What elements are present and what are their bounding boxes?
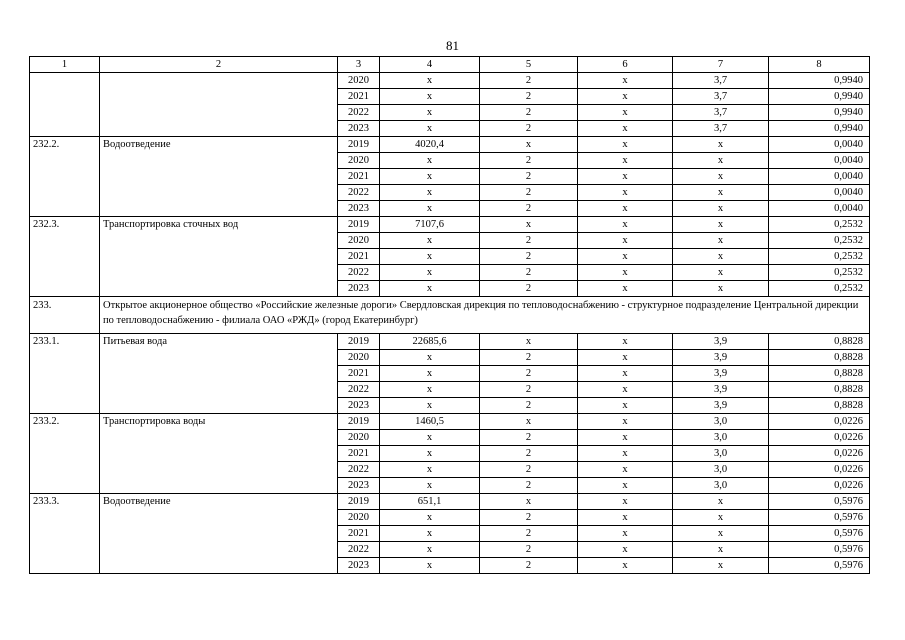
row-name-cell — [100, 153, 338, 169]
data-cell: x — [673, 494, 769, 510]
row-id-cell — [30, 169, 100, 185]
data-cell: 0,0226 — [769, 478, 870, 494]
data-cell: x — [380, 446, 480, 462]
data-cell: x — [380, 510, 480, 526]
row-id-cell: 233.1. — [30, 334, 100, 350]
data-cell: 2021 — [338, 446, 380, 462]
data-cell: 2 — [480, 233, 578, 249]
data-cell: 2022 — [338, 105, 380, 121]
row-id-cell: 232.3. — [30, 217, 100, 233]
row-name-cell: Транспортировка воды — [100, 414, 338, 430]
data-cell: 3,9 — [673, 334, 769, 350]
data-cell: 0,0226 — [769, 430, 870, 446]
data-cell: 0,0040 — [769, 185, 870, 201]
row-id-cell — [30, 510, 100, 526]
data-cell: x — [380, 542, 480, 558]
data-cell: x — [380, 169, 480, 185]
table-row — [30, 249, 870, 265]
data-cell: 2 — [480, 350, 578, 366]
row-id-cell — [30, 446, 100, 462]
data-cell: x — [380, 201, 480, 217]
table-row — [30, 366, 870, 382]
row-id-cell — [30, 398, 100, 414]
row-id-cell — [30, 478, 100, 494]
table-row — [30, 494, 870, 510]
row-name-cell — [100, 185, 338, 201]
data-cell: 3,0 — [673, 478, 769, 494]
row-name-cell — [100, 398, 338, 414]
data-cell: x — [578, 414, 673, 430]
row-id-cell: 233.2. — [30, 414, 100, 430]
data-cell: 3,0 — [673, 430, 769, 446]
data-cell: 0,0226 — [769, 462, 870, 478]
row-name-cell — [100, 281, 338, 297]
data-cell: 2 — [480, 398, 578, 414]
data-cell: 2019 — [338, 137, 380, 153]
data-cell: x — [578, 217, 673, 233]
row-name-cell — [100, 201, 338, 217]
data-cell: 2021 — [338, 169, 380, 185]
data-cell: x — [578, 137, 673, 153]
table-row — [30, 398, 870, 414]
data-cell: 3,7 — [673, 105, 769, 121]
data-cell: 2 — [480, 366, 578, 382]
table-row — [30, 73, 870, 89]
data-cell: 2 — [480, 249, 578, 265]
data-cell: 651,1 — [380, 494, 480, 510]
data-cell: x — [673, 249, 769, 265]
data-cell: 2020 — [338, 73, 380, 89]
data-cell: 0,0040 — [769, 153, 870, 169]
table-row — [30, 414, 870, 430]
data-cell: 3,9 — [673, 382, 769, 398]
data-cell: 0,2532 — [769, 281, 870, 297]
data-cell: x — [480, 217, 578, 233]
data-cell: x — [380, 430, 480, 446]
row-id-cell — [30, 558, 100, 574]
row-id-cell: 233.3. — [30, 494, 100, 510]
organization-name: Открытое акционерное общество «Российские железные дороги» Свердловская дирекция по тепловодоснабжению - структурное подразделение Центральной дирекции по тепловодоснабжению - филиала ОАО «РЖД» (город Екатеринбург) — [100, 297, 870, 334]
data-cell: 0,8828 — [769, 398, 870, 414]
column-header: 2 — [100, 57, 338, 73]
data-cell: 0,8828 — [769, 350, 870, 366]
data-cell: 3,7 — [673, 73, 769, 89]
row-id-cell — [30, 121, 100, 137]
row-name-cell — [100, 462, 338, 478]
data-cell: x — [673, 510, 769, 526]
row-id-cell — [30, 249, 100, 265]
column-header-row — [30, 57, 870, 73]
data-cell: x — [578, 430, 673, 446]
data-cell: 0,0040 — [769, 201, 870, 217]
data-cell: x — [578, 334, 673, 350]
table-row — [30, 105, 870, 121]
organization-id: 233. — [30, 297, 100, 334]
data-cell: x — [380, 281, 480, 297]
data-cell: x — [578, 153, 673, 169]
data-cell: x — [380, 233, 480, 249]
row-id-cell — [30, 526, 100, 542]
page-number: 81 — [446, 38, 459, 53]
data-cell: 2 — [480, 542, 578, 558]
data-cell: 0,8828 — [769, 382, 870, 398]
row-id-cell — [30, 185, 100, 201]
row-id-cell — [30, 201, 100, 217]
data-cell: x — [380, 526, 480, 542]
data-cell: 0,0226 — [769, 446, 870, 462]
data-cell: 2 — [480, 446, 578, 462]
data-cell: 0,5976 — [769, 542, 870, 558]
table-row — [30, 281, 870, 297]
data-cell: 0,2532 — [769, 217, 870, 233]
data-cell: 2 — [480, 510, 578, 526]
data-cell: 3,0 — [673, 446, 769, 462]
table-row — [30, 201, 870, 217]
table-row — [30, 510, 870, 526]
data-cell: 0,9940 — [769, 89, 870, 105]
table-row — [30, 446, 870, 462]
data-cell: x — [380, 73, 480, 89]
row-name-cell — [100, 446, 338, 462]
data-cell: 0,0040 — [769, 137, 870, 153]
data-cell: x — [578, 281, 673, 297]
row-name-cell: Питьевая вода — [100, 334, 338, 350]
data-cell: 0,2532 — [769, 265, 870, 281]
table-row — [30, 169, 870, 185]
data-cell: 2020 — [338, 350, 380, 366]
table-body — [30, 57, 870, 574]
data-cell: x — [578, 73, 673, 89]
data-cell: 0,0040 — [769, 169, 870, 185]
row-name-cell — [100, 526, 338, 542]
row-id-cell — [30, 430, 100, 446]
data-cell: 2 — [480, 265, 578, 281]
row-id-cell: 232.2. — [30, 137, 100, 153]
data-cell: x — [673, 542, 769, 558]
data-cell: x — [578, 89, 673, 105]
row-name-cell: Транспортировка сточных вод — [100, 217, 338, 233]
data-cell: 2023 — [338, 121, 380, 137]
data-cell: 2 — [480, 558, 578, 574]
data-cell: x — [480, 137, 578, 153]
data-cell: 0,5976 — [769, 558, 870, 574]
table-row — [30, 462, 870, 478]
data-cell: x — [480, 494, 578, 510]
data-cell: x — [380, 478, 480, 494]
data-cell: x — [380, 121, 480, 137]
row-id-cell — [30, 105, 100, 121]
data-cell: 2 — [480, 281, 578, 297]
column-header: 4 — [380, 57, 480, 73]
data-cell: 2021 — [338, 366, 380, 382]
data-cell: 2022 — [338, 265, 380, 281]
data-cell: x — [578, 185, 673, 201]
data-cell: 2021 — [338, 89, 380, 105]
row-id-cell — [30, 350, 100, 366]
column-header: 8 — [769, 57, 870, 73]
row-name-cell — [100, 366, 338, 382]
column-header: 1 — [30, 57, 100, 73]
row-id-cell — [30, 542, 100, 558]
data-cell: x — [380, 153, 480, 169]
data-cell: 2023 — [338, 478, 380, 494]
data-cell: x — [673, 281, 769, 297]
data-cell: x — [578, 478, 673, 494]
data-cell: x — [578, 510, 673, 526]
data-cell: 2 — [480, 89, 578, 105]
data-cell: 0,5976 — [769, 510, 870, 526]
table-row — [30, 233, 870, 249]
data-cell: x — [578, 382, 673, 398]
data-cell: 0,2532 — [769, 249, 870, 265]
row-id-cell — [30, 366, 100, 382]
data-cell: x — [578, 446, 673, 462]
table-row — [30, 121, 870, 137]
data-cell: x — [673, 201, 769, 217]
organization-row — [30, 297, 870, 334]
data-cell: x — [380, 265, 480, 281]
data-cell: 0,2532 — [769, 233, 870, 249]
row-name-cell — [100, 121, 338, 137]
data-cell: 2019 — [338, 217, 380, 233]
data-cell: x — [578, 542, 673, 558]
data-cell: 2019 — [338, 414, 380, 430]
table-row — [30, 153, 870, 169]
table-row — [30, 350, 870, 366]
table-row — [30, 478, 870, 494]
data-cell: 0,9940 — [769, 73, 870, 89]
data-cell: x — [380, 462, 480, 478]
data-cell: 3,9 — [673, 350, 769, 366]
data-cell: x — [673, 185, 769, 201]
data-cell: 2022 — [338, 462, 380, 478]
data-cell: 2 — [480, 201, 578, 217]
data-cell: x — [673, 233, 769, 249]
table-row — [30, 185, 870, 201]
data-cell: 3,0 — [673, 462, 769, 478]
data-cell: x — [380, 366, 480, 382]
data-cell: x — [380, 382, 480, 398]
data-cell: x — [480, 334, 578, 350]
data-cell: x — [380, 89, 480, 105]
row-id-cell — [30, 89, 100, 105]
data-cell: 2023 — [338, 201, 380, 217]
data-cell: 2019 — [338, 494, 380, 510]
data-cell: x — [380, 249, 480, 265]
data-cell: 3,7 — [673, 121, 769, 137]
row-name-cell — [100, 169, 338, 185]
data-cell: 2022 — [338, 542, 380, 558]
data-cell: 2020 — [338, 153, 380, 169]
row-name-cell: Водоотведение — [100, 494, 338, 510]
data-cell: 3,9 — [673, 366, 769, 382]
data-cell: 2 — [480, 105, 578, 121]
data-cell: x — [380, 105, 480, 121]
data-cell: 0,8828 — [769, 334, 870, 350]
data-cell: x — [673, 265, 769, 281]
data-cell: 2 — [480, 526, 578, 542]
row-name-cell — [100, 558, 338, 574]
data-cell: 2 — [480, 185, 578, 201]
data-cell: x — [578, 233, 673, 249]
row-id-cell — [30, 382, 100, 398]
data-cell: 2021 — [338, 249, 380, 265]
row-name-cell — [100, 105, 338, 121]
data-cell: x — [673, 526, 769, 542]
data-cell: 0,5976 — [769, 526, 870, 542]
table-row — [30, 217, 870, 233]
data-cell: 2 — [480, 382, 578, 398]
data-cell: 2020 — [338, 510, 380, 526]
table-row — [30, 542, 870, 558]
data-cell: x — [578, 201, 673, 217]
data-cell: x — [578, 121, 673, 137]
data-cell: 2 — [480, 121, 578, 137]
data-cell: 4020,4 — [380, 137, 480, 153]
data-cell: x — [578, 169, 673, 185]
data-cell: 0,0226 — [769, 414, 870, 430]
data-cell: 22685,6 — [380, 334, 480, 350]
data-cell: x — [578, 265, 673, 281]
row-name-cell — [100, 542, 338, 558]
data-cell: x — [578, 526, 673, 542]
data-cell: 2 — [480, 430, 578, 446]
data-cell: 1460,5 — [380, 414, 480, 430]
data-cell: x — [380, 398, 480, 414]
table-row — [30, 137, 870, 153]
row-name-cell — [100, 73, 338, 89]
data-cell: 2023 — [338, 558, 380, 574]
row-name-cell — [100, 265, 338, 281]
row-name-cell — [100, 233, 338, 249]
row-id-cell — [30, 233, 100, 249]
data-cell: x — [673, 169, 769, 185]
data-cell: x — [673, 217, 769, 233]
row-name-cell — [100, 89, 338, 105]
data-cell: 2 — [480, 169, 578, 185]
data-cell: 2021 — [338, 526, 380, 542]
data-cell: 2 — [480, 462, 578, 478]
data-cell: x — [380, 185, 480, 201]
data-cell: 2 — [480, 73, 578, 89]
row-name-cell — [100, 430, 338, 446]
row-name-cell — [100, 382, 338, 398]
row-id-cell — [30, 265, 100, 281]
data-cell: 0,8828 — [769, 366, 870, 382]
data-cell: 2 — [480, 478, 578, 494]
data-cell: 2023 — [338, 398, 380, 414]
data-cell: x — [578, 249, 673, 265]
data-cell: 2023 — [338, 281, 380, 297]
data-cell: 0,9940 — [769, 121, 870, 137]
data-cell: x — [480, 414, 578, 430]
table-row — [30, 334, 870, 350]
column-header: 3 — [338, 57, 380, 73]
column-header: 7 — [673, 57, 769, 73]
table-row — [30, 526, 870, 542]
data-cell: x — [578, 350, 673, 366]
table-row — [30, 430, 870, 446]
row-name-cell — [100, 510, 338, 526]
data-cell: 2022 — [338, 185, 380, 201]
row-id-cell — [30, 153, 100, 169]
row-name-cell: Водоотведение — [100, 137, 338, 153]
tariff-table — [29, 56, 870, 574]
data-cell: x — [380, 558, 480, 574]
row-id-cell — [30, 462, 100, 478]
row-id-cell — [30, 281, 100, 297]
data-cell: 2020 — [338, 233, 380, 249]
data-cell: 2020 — [338, 430, 380, 446]
data-cell: 2 — [480, 153, 578, 169]
table-row — [30, 265, 870, 281]
data-cell: 2022 — [338, 382, 380, 398]
data-cell: x — [578, 105, 673, 121]
data-cell: x — [673, 558, 769, 574]
data-cell: x — [673, 153, 769, 169]
data-cell: x — [578, 558, 673, 574]
data-cell: x — [578, 398, 673, 414]
data-cell: x — [578, 366, 673, 382]
row-name-cell — [100, 350, 338, 366]
data-cell: 2019 — [338, 334, 380, 350]
data-cell: 3,9 — [673, 398, 769, 414]
row-name-cell — [100, 478, 338, 494]
data-cell: x — [578, 462, 673, 478]
data-cell: x — [578, 494, 673, 510]
table-row — [30, 382, 870, 398]
table-row — [30, 558, 870, 574]
row-name-cell — [100, 249, 338, 265]
data-cell: x — [380, 350, 480, 366]
column-header: 5 — [480, 57, 578, 73]
data-cell: 0,9940 — [769, 105, 870, 121]
data-cell: 3,0 — [673, 414, 769, 430]
data-cell: 0,5976 — [769, 494, 870, 510]
data-cell: x — [673, 137, 769, 153]
row-id-cell — [30, 73, 100, 89]
data-cell: 7107,6 — [380, 217, 480, 233]
column-header: 6 — [578, 57, 673, 73]
table-row — [30, 89, 870, 105]
data-cell: 3,7 — [673, 89, 769, 105]
